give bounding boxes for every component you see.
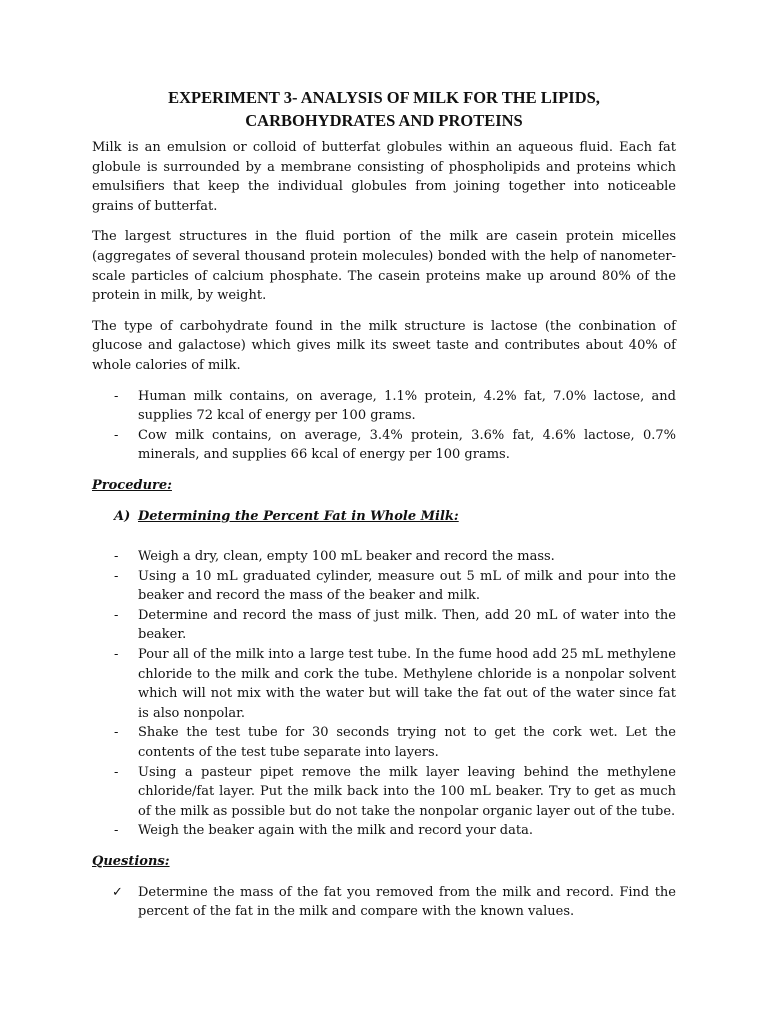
dash-bullet: - <box>114 388 119 404</box>
list-item <box>92 426 676 465</box>
spacer <box>92 537 676 547</box>
title-line-2: CARBOHYDRATES AND PROTEINS <box>245 111 523 130</box>
procedure-step <box>92 821 676 841</box>
intro-paragraph-casein: The largest structures in the fluid portion of the milk are casein protein micelles (aggregates of several thousand protein molecules) bonded with the help of nanometer-scale particles of calcium phosphate. The casein proteins make up around 80% of the protein in milk, by weight. <box>92 229 676 304</box>
step-text: Weigh the beaker again with the milk and record your data. <box>138 823 533 839</box>
dash-bullet: - <box>114 549 119 565</box>
procedure-step <box>92 547 676 567</box>
list-item-text: Cow milk contains, on average, 3.4% protein, 3.6% fat, 4.6% lactose, 0.7% minerals, and supplies 66 kcal of energy per 100 grams. <box>138 427 676 463</box>
intro-paragraph-emulsion: Milk is an emulsion or colloid of butterfat globules within an aqueous fluid. Each fat globule is surrounded by a membrane consisting of phospholipids and proteins which emulsifiers that keep the individual globules from joining together into noticeable grains of butterfat. <box>92 140 676 214</box>
step-text: Pour all of the milk into a large test tube. In the fume hood add 25 mL methylene chloride to the milk and cork the tube. Methylene chloride is a nonpolar solvent which will not mix with the water but will take the fat out of the water since fat is also nonpolar. <box>138 647 676 721</box>
step-text: Determine and record the mass of just milk. Then, add 20 mL of water into the beaker. <box>138 607 676 643</box>
dash-bullet: - <box>114 427 119 443</box>
document-page <box>92 86 676 922</box>
procedure-step <box>92 606 676 645</box>
question-item <box>92 883 676 922</box>
dash-bullet: - <box>114 647 119 663</box>
procedure-heading: Procedure: <box>92 477 172 493</box>
dash-bullet: - <box>114 607 119 623</box>
procedure-section-heading <box>114 507 676 527</box>
milk-composition-list <box>92 387 676 465</box>
dash-bullet: - <box>114 725 119 741</box>
procedure-step <box>92 723 676 762</box>
step-text: Using a 10 mL graduated cylinder, measure out 5 mL of milk and pour into the beaker and record the mass of the beaker and milk. <box>138 568 676 604</box>
question-text: Determine the mass of the fat you removed from the milk and record. Find the percent of the fat in the milk and compare with the known values. <box>138 884 676 920</box>
list-item <box>92 387 676 426</box>
step-text: Shake the test tube for 30 seconds trying not to get the cork wet. Let the contents of the test tube separate into layers. <box>138 725 676 761</box>
dash-bullet: - <box>114 823 119 839</box>
checkmark-icon: ✓ <box>112 884 123 900</box>
list-item-text: Human milk contains, on average, 1.1% protein, 4.2% fat, 7.0% lactose, and supplies 72 kcal of energy per 100 grams. <box>138 388 676 424</box>
section-letter: A) <box>114 508 131 524</box>
procedure-steps-list <box>92 547 676 841</box>
title-line-1: EXPERIMENT 3- ANALYSIS OF MILK FOR THE LIPIDS, <box>168 88 600 107</box>
step-text: Weigh a dry, clean, empty 100 mL beaker and record the mass. <box>138 549 555 565</box>
dash-bullet: - <box>114 764 119 780</box>
step-text: Using a pasteur pipet remove the milk layer leaving behind the methylene chloride/fat layer. Put the milk back into the 100 mL beaker. Try to get as much of the milk as possible but do not take the nonpolar organic layer out of the tube. <box>138 764 676 819</box>
procedure-step <box>92 645 676 723</box>
document-title <box>92 86 676 132</box>
questions-list <box>92 883 676 922</box>
procedure-step <box>92 763 676 822</box>
section-title: Determining the Percent Fat in Whole Milk: <box>138 508 459 524</box>
intro-paragraph-lactose: The type of carbohydrate found in the milk structure is lactose (the conbination of glucose and galactose) which gives milk its sweet taste and contributes about 40% of whole calories of milk. <box>92 318 676 373</box>
dash-bullet: - <box>114 568 119 584</box>
questions-heading: Questions: <box>92 854 170 869</box>
procedure-step <box>92 567 676 606</box>
